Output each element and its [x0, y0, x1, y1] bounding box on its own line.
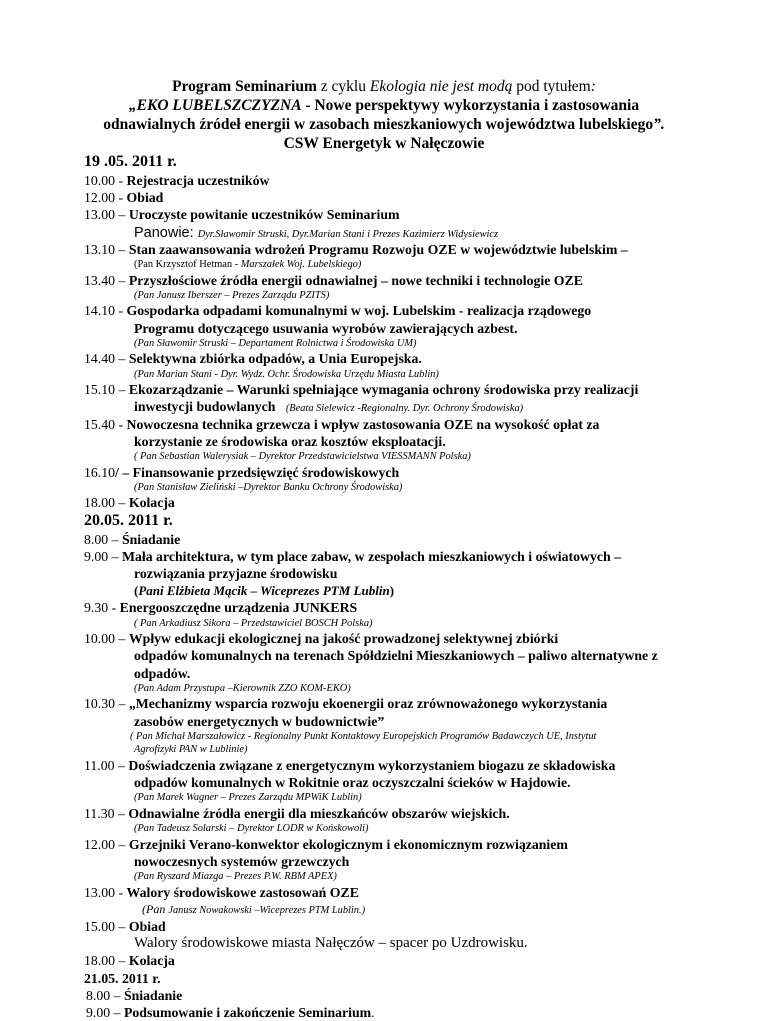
speaker-note: Panowie: Dyr.Sławomir Struski, Dyr.Marian Stani i Prezes Kazimierz Widysiewicz — [134, 224, 499, 241]
speaker-note: (Pan Tadeusz Solarski – Dyrektor LODR w Końskowoli) — [134, 823, 369, 835]
agenda-item: 13.40 – Przyszłościowe źródła energii odnawialnej – nowe techniki i technologie OZE — [84, 272, 583, 288]
agenda-item: 8.00 – Śniadanie — [84, 531, 181, 547]
agenda-item-continuation: rozwiązania przyjazne środowisku — [134, 566, 338, 581]
agenda-item-continuation: odpadów komunalnych w Rokitnie oraz oczyszczalni ścieków w Hajdowie. — [134, 775, 571, 791]
speaker-note: (Pani Elżbieta Mącik – Wiceprezes PTM Lublin) — [134, 583, 395, 599]
agenda-item: 12.00 - Obiad — [84, 190, 164, 206]
speaker-note: (Pan Marian Stani - Dyr. Wydz. Ochr. Środowiska Urzędu Miasta Lublin) — [134, 368, 439, 380]
speaker-note: (Pan Janusz Nowakowski –Wiceprezes PTM Lublin.) — [142, 902, 366, 916]
agenda-item: 15.00 – Obiad — [84, 919, 166, 935]
speaker-note: (Pan Janusz Iberszer – Prezes Zarządu PZITS) — [134, 289, 330, 301]
speaker-note: ( Pan Michał Marszałowicz - Regionalny Punkt Kontaktowy Europejskich Programów Badawczych UE, Instytut — [130, 730, 597, 742]
speaker-note: (Pan Adam Przystupa –Kierownik ZZO KOM-EKO) — [134, 682, 351, 694]
agenda-item-continuation: odpadów. — [134, 665, 191, 681]
header-cycle-name: Ekologia nie jest modą — [369, 78, 513, 95]
day3-date: 21.05. 2011 r. — [84, 970, 161, 986]
speaker-note: ( Pan Sebastian Walerysiak – Dyrektor Przedstawicielstwa VIESSMANN Polska) — [134, 451, 471, 462]
agenda-item: 14.10 - Gospodarka odpadami komunalnymi w woj. Lubelskim - realizacja rządowego — [84, 303, 592, 319]
agenda-item: 11.00 – Doświadczenia związane z energetycznym wykorzystaniem biogazu ze składowiska — [84, 758, 616, 773]
agenda-item: 12.00 – Grzejniki Verano-konwektor ekologicznym i ekonomicznym rozwiązaniem — [84, 836, 568, 852]
agenda-item-continuation: odpadów komunalnych na terenach Spółdzielni Mieszkaniowych – paliwo alternatywne z — [134, 648, 658, 664]
day1-date: 19 .05. 2011 r. — [84, 153, 177, 170]
agenda-item: 15.10 – Ekozarządzanie – Warunki spełniające wymagania ochrony środowiska przy realizacji — [84, 382, 639, 398]
agenda-item: 13.10 – Stan zaawansowania wdrożeń Programu Rozwoju OZE w województwie lubelskim – — [84, 241, 628, 257]
agenda-item: 15.40 - Nowoczesna technika grzewcza i wpływ zastosowania OZE na wysokość opłat za — [84, 416, 600, 432]
agenda-item: 18.00 – Kolacja — [84, 953, 175, 969]
header-title-intro: pod tytułem — [512, 78, 591, 95]
header-line-3: odnawialnych źródeł energii w zasobach mieszkaniowych województwa lubelskiego”. — [103, 116, 665, 133]
agenda-note: Walory środowiskowe miasta Nałęczów – spacer po Uzdrowisku. — [134, 935, 528, 952]
agenda-item: 10.00 - Rejestracja uczestników — [84, 173, 270, 188]
speaker-note: (Pan Marek Wagner – Prezes Zarządu MPWiK Lublin) — [134, 792, 362, 804]
header-line-1: Program Seminarium z cyklu Ekologia nie jest modą pod tytułem: — [172, 78, 596, 95]
speaker-note: Agrofizyki PAN w Lublinie) — [134, 744, 248, 756]
agenda-item: 9.30 - Energooszczędne urządzenia JUNKERS — [84, 600, 358, 616]
agenda-item: 18.00 – Kolacja — [84, 495, 175, 511]
header-cycle: z cyklu — [316, 78, 370, 95]
day2-date: 20.05. 2011 r. — [84, 511, 173, 529]
speaker-note: (Pan Sławomir Struski – Departament Rolnictwa i Środowiska UM) — [134, 337, 417, 349]
speaker-note: (Pan Krzysztof Hetman - Marszałek Woj. Lubelskiego) — [134, 259, 362, 270]
agenda-item: 16.10/ – Finansowanie przedsięwzięć środowiskowych — [84, 464, 400, 480]
speaker-note: (Pan Ryszard Miazga – Prezes P.W. RBM APEX) — [134, 871, 337, 883]
agenda-item: 9.00 – Podsumowanie i zakończenie Seminarium. — [86, 1005, 375, 1020]
agenda-item-continuation: korzystanie ze środowiska oraz kosztów eksploatacji. — [134, 433, 446, 449]
header-program: Program Seminarium — [172, 78, 317, 95]
agenda-item: 14.40 – Selektywna zbiórka odpadów, a Unia Europejska. — [84, 351, 422, 367]
agenda-item-continuation: Programu dotyczącego usuwania wyrobów zawierających azbest. — [134, 320, 518, 336]
agenda-item-continuation: inwestycji budowlanych (Beata Sielewicz -Regionalny. Dyr. Ochrony Środowiska) — [134, 399, 524, 415]
agenda-item-continuation: nowoczesnych systemów grzewczych — [134, 854, 350, 869]
speaker-note: (Pan Stanisław Zieliński –Dyrektor Banku Ochrony Środowiska) — [134, 481, 403, 493]
header-eko: „EKO LUBELSZCZYZNA — [128, 97, 302, 114]
agenda-item: 10.00 – Wpływ edukacji ekologicznej na jakość prowadzonej selektywnej zbiórki — [84, 631, 559, 647]
agenda-item-continuation: zasobów energetycznych w budownictwie” — [134, 713, 385, 729]
agenda-item: 9.00 – Mała architektura, w tym place zabaw, w zespołach mieszkaniowych i oświatowych – — [84, 548, 622, 564]
agenda-item: 10.30 – „Mechanizmy wsparcia rozwoju ekoenergii oraz zrównoważonego wykorzystania — [84, 696, 608, 712]
agenda-item: 13.00 – Uroczyste powitanie uczestników Seminarium — [84, 207, 400, 223]
agenda-item: 13.00 - Walory środowiskowe zastosowań OZE — [84, 884, 359, 900]
speaker-note: ( Pan Arkadiusz Sikora – Przedstawiciel BOSCH Polska) — [134, 617, 373, 629]
header-venue: CSW Energetyk w Nałęczowie — [283, 135, 485, 152]
header-line-2: „EKO LUBELSZCZYZNA - Nowe perspektywy wykorzystania i zastosowania — [128, 97, 640, 114]
agenda-item: 11.30 – Odnawialne źródła energii dla mieszkańców obszarów wiejskich. — [84, 806, 510, 821]
agenda-item: 8.00 – Śniadanie — [86, 987, 183, 1003]
